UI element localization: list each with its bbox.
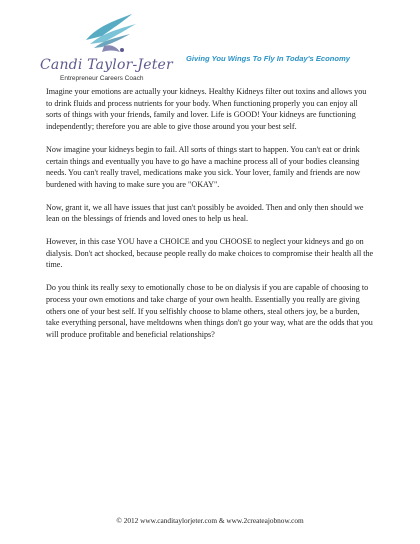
tagline: Giving You Wings To Fly In Today's Economy [186,54,351,63]
body-text [46,86,374,352]
paragraph-4: However, in this case YOU have a CHOICE and you CHOOSE to neglect your kidneys and go on dialysis. Don't act shocked, because people really do make choices to compromise their health all the time. [46,237,374,270]
letterhead [0,0,420,100]
logo-name: Candi Taylor-Jeter [40,57,173,73]
footer-copyright: © 2012 www.canditaylorjeter.com & www.2createajobnow.com [116,516,304,525]
paragraph-5: Do you think its really sexy to emotionally chose to be on dialysis if you are capable of choosing to process your own emotions and take charge of your own health. Essentially you really are giving others one of your best self. If you selfishly choose to blame others, steal others joy, be a burden, take everything personal, have meltdowns when things don't go your way, what are the odds that you will produce profitable and beneficial relationships? [46,283,373,339]
paragraph-1: Imagine your emotions are actually your kidneys. Healthy Kidneys filter out toxins and allows you to drink fluids and process nutrients for your body. When functioning properly you can enjoy all sorts of things with your friends, family and lover. Life is GOOD! Your kidneys are functioning independently; therefore you are able to give those around you your best self. [46,87,367,132]
paragraph-2: Now imagine your kidneys begin to fail. All sorts of things start to happen. You can't eat or drink certain things and eventually you have to go have a machine process all of your bodies cleansing needs. You can't really travel, medications make you sick. Your lover, family and friends are now burdened with having to make sure you are "OKAY". [46,144,361,189]
bird-logo-icon [80,10,140,60]
logo-subtitle: Entrepreneur Careers Coach [60,75,144,82]
paragraph-3: Now, grant it, we all have issues that just can't possibly be avoided. Then and only then should we lean on the blessings of friends and loved ones to help us heal. [46,202,364,224]
